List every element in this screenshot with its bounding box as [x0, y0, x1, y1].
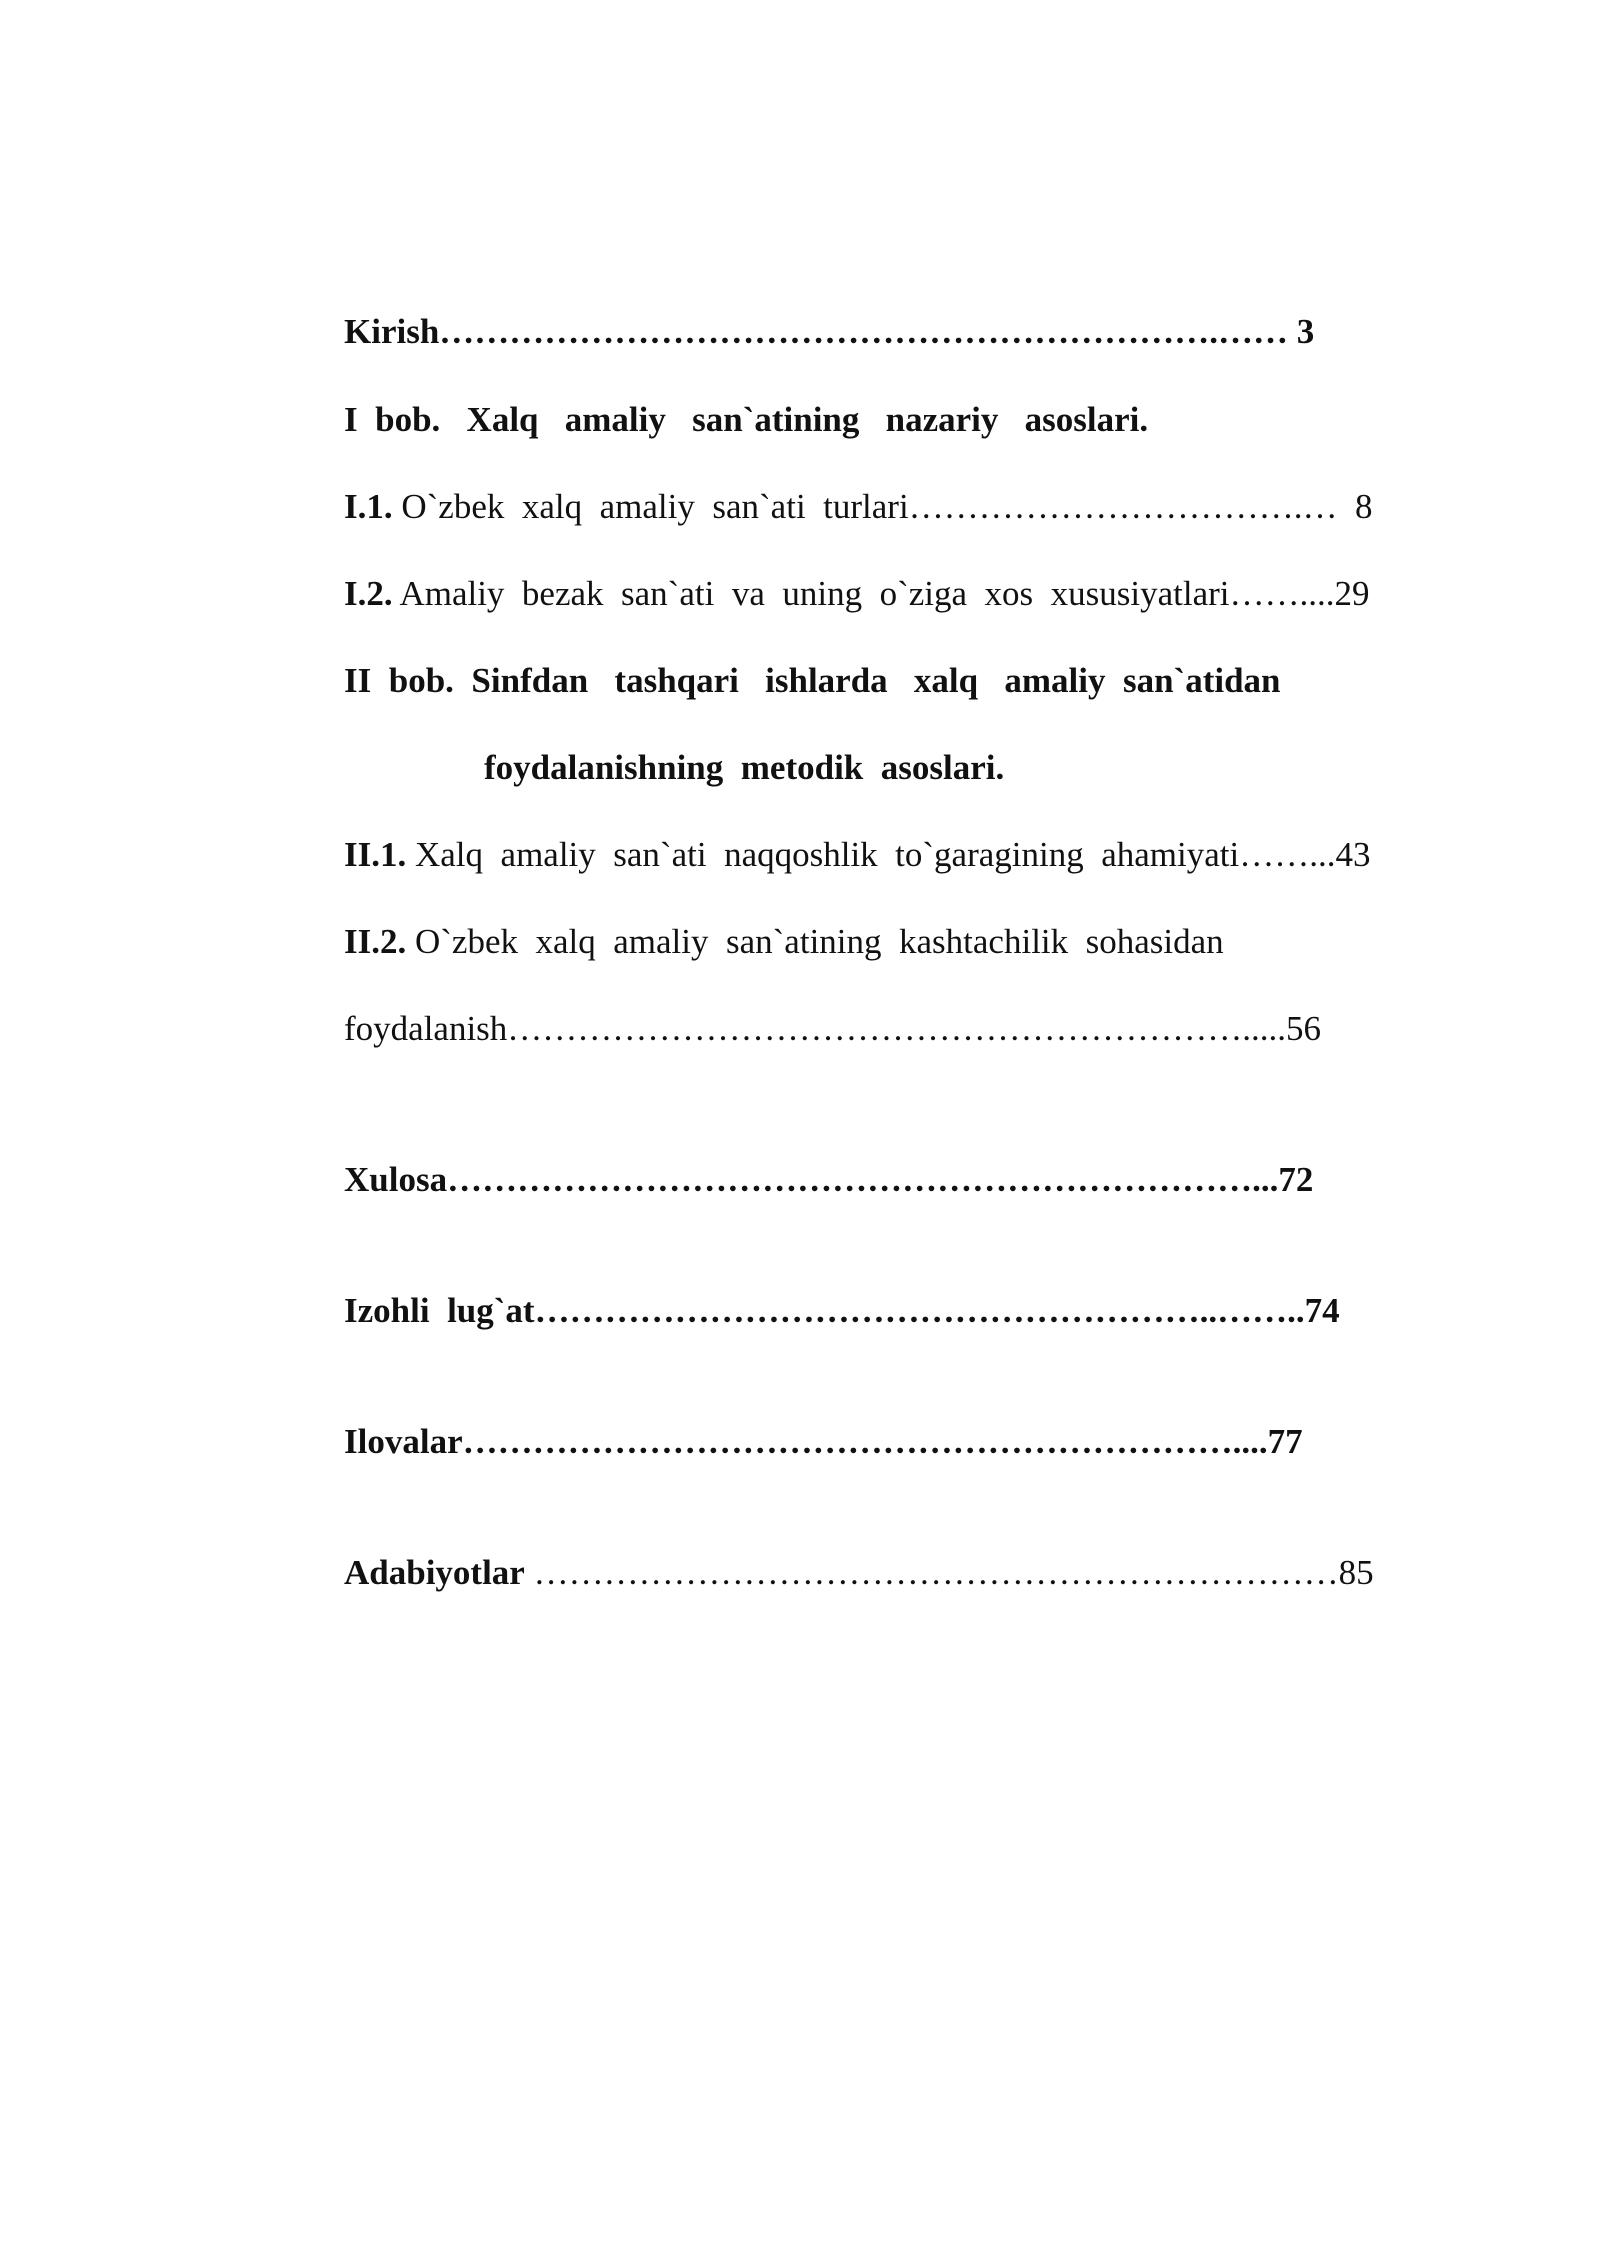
toc-section-title: Xalq amaliy san`ati naqqoshlik to`garagining ahamiyati	[406, 835, 1240, 874]
toc-leader-page: ……...43	[1239, 835, 1371, 874]
toc-leader-page: ……………………………………………………………...72	[447, 1160, 1314, 1199]
toc-entry-xulosa	[344, 1158, 1474, 1202]
toc-leader-page: …………………………….… 8	[908, 487, 1373, 526]
toc-entry-title: Kirish	[344, 312, 440, 351]
toc-chapter-title: foydalanishning metodik asoslari.	[484, 748, 1005, 787]
toc-chapter-2	[344, 659, 1474, 703]
toc-entry-title: Adabiyotlar	[344, 1553, 525, 1592]
toc-chapter-title: II bob. Sinfdan tashqari ishlarda xalq amaliy san`atidan	[344, 661, 1281, 700]
toc-section-number: II.1.	[344, 835, 407, 874]
toc-section-number: I.1.	[344, 487, 393, 526]
toc-chapter-title: I bob. Xalq amaliy san`atining nazariy asoslari.	[344, 400, 1149, 439]
toc-entry-title: Xulosa	[344, 1160, 448, 1199]
toc-leader-page: ……………………………………………………………85	[524, 1553, 1374, 1592]
toc-entry-izohli-lugat	[344, 1289, 1474, 1333]
toc-section-2-1	[344, 833, 1474, 877]
toc-entry-title: Ilovalar	[344, 1422, 463, 1461]
toc-section-number: II.2.	[344, 922, 407, 961]
toc-section-title: Amaliy bezak san`ati va uning o`ziga xos xususiyatlari	[392, 574, 1230, 613]
toc-section-number: I.2.	[344, 574, 393, 613]
toc-entry-title: Izohli lug`at	[344, 1291, 535, 1330]
toc-leader-page: …………………………………………………………....77	[462, 1422, 1303, 1461]
toc-entry-adabiyotlar	[344, 1551, 1474, 1595]
toc-section-2-2-continued	[344, 1007, 1474, 1051]
toc-section-2-2	[344, 920, 1474, 964]
toc-section-title: O`zbek xalq amaliy san`atining kashtachilik sohasidan	[406, 922, 1224, 961]
toc-leader-page: ………………………………………………………….…… 3	[439, 312, 1315, 351]
toc-section-1-1	[344, 485, 1474, 529]
toc-leader-page: ……....29	[1229, 574, 1370, 613]
toc-section-title: O`zbek xalq amaliy san`ati turlari	[392, 487, 909, 526]
toc-chapter-2-continued	[484, 746, 1600, 790]
toc-section-title: foydalanish	[344, 1009, 508, 1048]
toc-entry-kirish	[344, 310, 1474, 354]
toc-leader-page: ……………………………………………………….....56	[507, 1009, 1322, 1048]
toc-leader-page: …………………………………………………..……..74	[534, 1291, 1340, 1330]
toc-entry-ilovalar	[344, 1420, 1474, 1464]
toc-section-1-2	[344, 572, 1474, 616]
toc-chapter-1	[344, 398, 1474, 442]
